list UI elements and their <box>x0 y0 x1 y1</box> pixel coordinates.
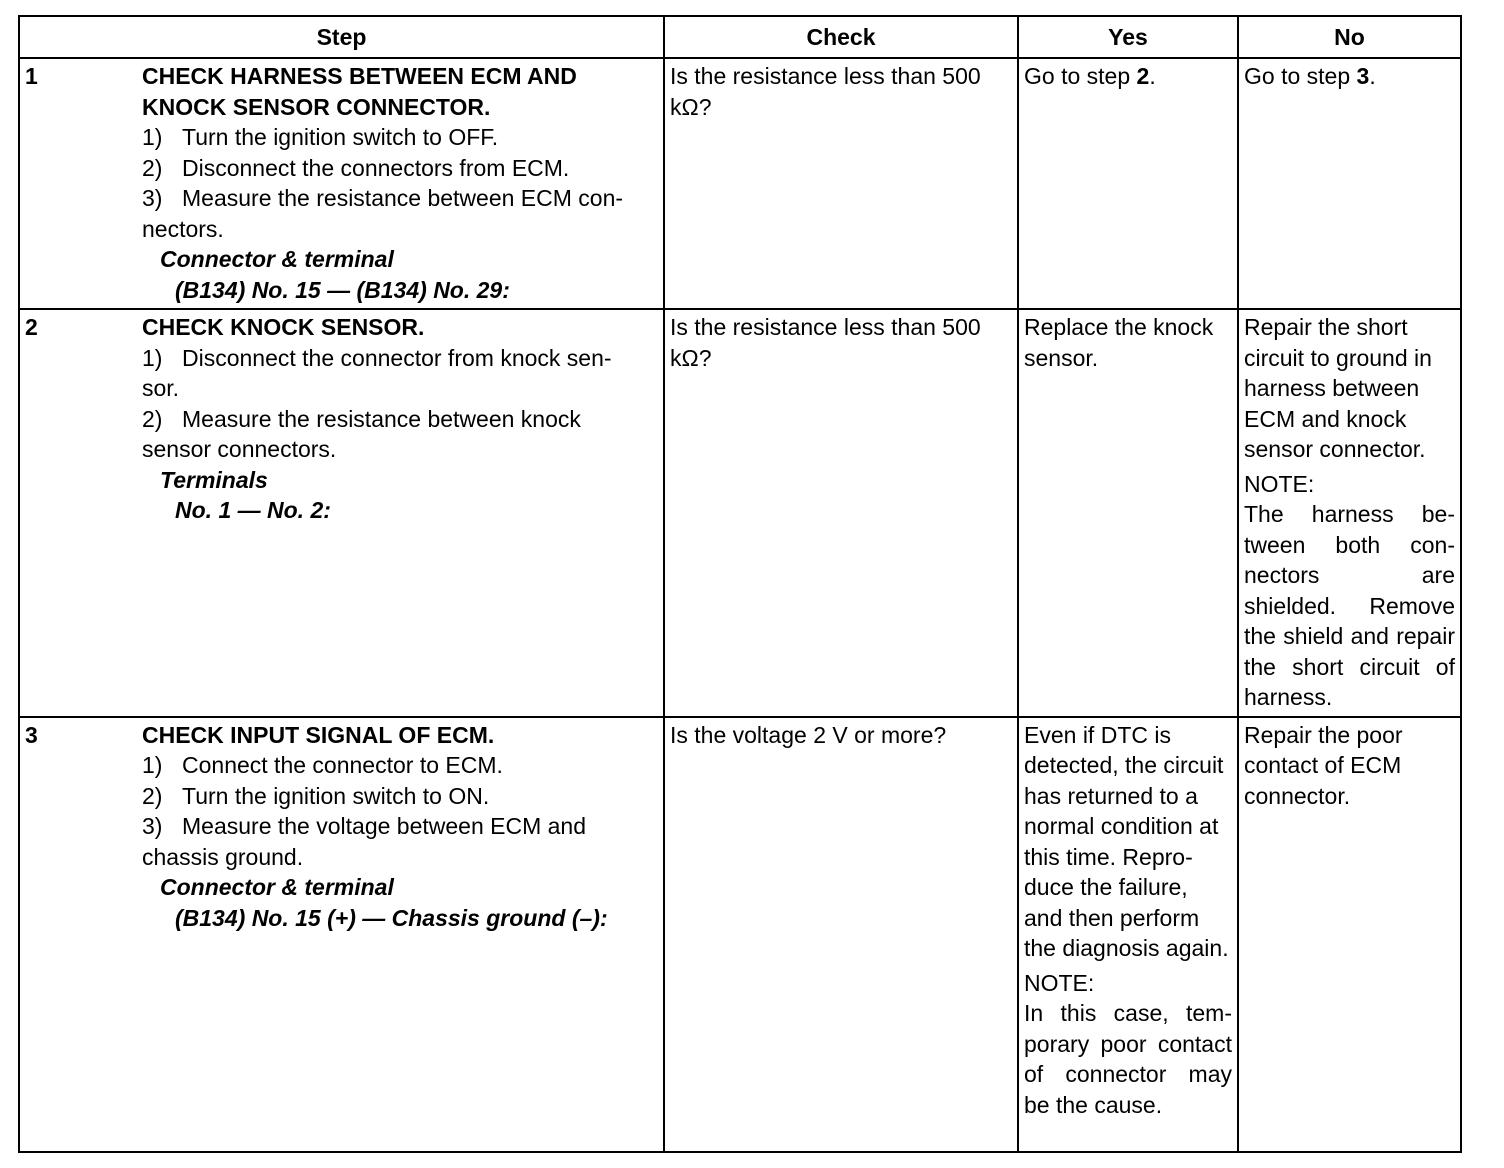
substep-number: 2) <box>142 405 163 432</box>
note-text: In this case, temporary poor contact of connector may be the cause. <box>1024 1000 1232 1118</box>
substep-number: 2) <box>142 782 163 809</box>
step-cell <box>19 717 664 1152</box>
substep-text: Measure the resistance between knock <box>182 405 581 432</box>
substep <box>142 122 658 153</box>
substep <box>142 404 658 435</box>
step-title: CHECK KNOCK SENSOR. <box>142 314 425 340</box>
table-row <box>19 309 1461 717</box>
yes-suffix: . <box>1149 63 1156 89</box>
spec-heading: Terminals <box>160 466 268 493</box>
substep-text: Measure the resistance between ECM con- <box>182 185 624 211</box>
spec-value: (B134) No. 15 (+) — Chassis ground (–): <box>175 904 608 931</box>
table-row <box>19 717 1461 1152</box>
yes-text: Go to step <box>1024 63 1137 89</box>
step-cell <box>19 58 664 309</box>
substep <box>142 750 658 781</box>
no-cell <box>1238 58 1461 309</box>
yes-cell <box>1018 309 1238 717</box>
table-header-row <box>19 16 1461 58</box>
note-label: NOTE: <box>1244 470 1315 497</box>
substep <box>142 153 658 184</box>
note-label: NOTE: <box>1024 969 1095 996</box>
check-text: Is the resistance less than 500 kΩ? <box>670 314 981 371</box>
no-cell <box>1238 309 1461 717</box>
note-text: The harness between both connectors are shielded. Remove the shield and repair the short circuit of harness. <box>1244 501 1455 710</box>
yes-text: Even if DTC is detected, the circuit has returned to a normal condition at this time. Reproduce the failure, and then perform the diagnosis again. <box>1024 721 1229 961</box>
substep-number: 1) <box>142 344 163 371</box>
check-cell <box>664 717 1018 1152</box>
no-cell <box>1238 717 1461 1152</box>
substep-continuation: nectors. <box>142 215 224 242</box>
substep-text: Measure the voltage between ECM and <box>182 813 587 839</box>
header-step: Step <box>19 16 664 58</box>
substep-continuation: chassis ground. <box>142 843 304 870</box>
table-row <box>19 58 1461 309</box>
step-cell <box>19 309 664 717</box>
substep-number: 2) <box>142 154 163 181</box>
substep-text: Connect the connector to ECM. <box>182 752 503 778</box>
substep-text: Turn the ignition switch to OFF. <box>182 124 499 150</box>
no-text: Repair the poor contact of ECM connector. <box>1244 721 1403 809</box>
yes-cell <box>1018 58 1238 309</box>
header-check: Check <box>664 16 1018 58</box>
substep <box>142 781 658 812</box>
substep <box>142 343 658 374</box>
step-title: CHECK INPUT SIGNAL OF ECM. <box>142 721 495 748</box>
no-text: Repair the short circuit to ground in harness between ECM and knock sensor connector. <box>1244 314 1432 462</box>
substep-text: Disconnect the connector from knock sen- <box>182 344 612 371</box>
header-yes: Yes <box>1018 16 1238 58</box>
step-number: 3 <box>25 721 38 748</box>
spec-value: No. 1 — No. 2: <box>175 497 331 523</box>
substep-text: Disconnect the connectors from ECM. <box>182 154 570 181</box>
substep-number: 1) <box>142 124 163 150</box>
step-number: 1 <box>25 63 38 89</box>
yes-cell <box>1018 717 1238 1152</box>
yes-step-ref: 2 <box>1136 63 1150 89</box>
step-title <box>142 61 658 122</box>
substep-continuation: sensor connectors. <box>142 436 337 462</box>
substep <box>142 811 658 842</box>
spec-heading: Connector & terminal <box>160 874 394 900</box>
no-text: Go to step <box>1244 63 1357 89</box>
step-title-line: KNOCK SENSOR CONNECTOR. <box>142 93 491 120</box>
substep-continuation: sor. <box>142 375 180 401</box>
check-text: Is the voltage 2 V or more? <box>670 721 947 748</box>
substep <box>142 183 658 214</box>
check-cell <box>664 58 1018 309</box>
diagnostic-procedure-table <box>18 15 1462 1153</box>
no-step-ref: 3 <box>1356 63 1370 89</box>
substep-number: 3) <box>142 813 163 839</box>
step-number: 2 <box>25 314 38 340</box>
substep-number: 3) <box>142 185 163 211</box>
yes-text: Replace the knock sensor. <box>1024 314 1214 371</box>
no-suffix: . <box>1369 63 1376 89</box>
substep-number: 1) <box>142 752 163 778</box>
header-no: No <box>1238 16 1461 58</box>
spec-heading: Connector & terminal <box>160 246 394 272</box>
check-cell <box>664 309 1018 717</box>
step-title-line: CHECK HARNESS BETWEEN ECM AND <box>142 63 577 89</box>
check-text: Is the resistance less than 500 kΩ? <box>670 63 981 120</box>
substep-text: Turn the ignition switch to ON. <box>182 782 490 809</box>
spec-value: (B134) No. 15 — (B134) No. 29: <box>175 276 510 303</box>
